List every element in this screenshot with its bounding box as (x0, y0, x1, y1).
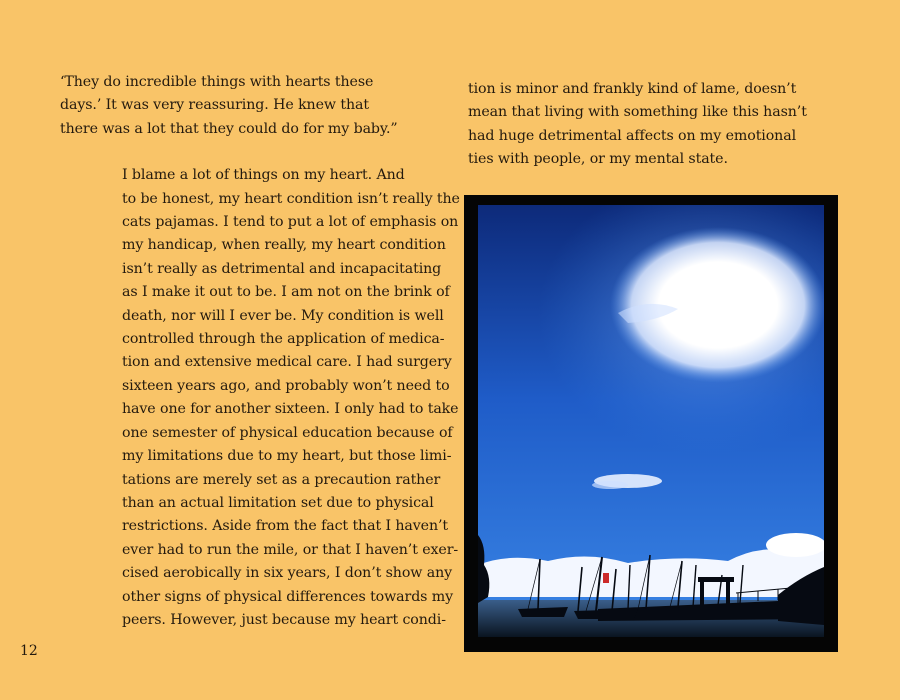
continued-paragraph (468, 78, 848, 172)
text-line: than an actual limitation set due to physical (122, 494, 434, 511)
text-line: there was a lot that they could do for my baby.” (60, 120, 398, 137)
text-line: I blame a lot of things on my heart. And (122, 167, 405, 184)
text-line: cats pajamas. I tend to put a lot of emphasis on (122, 214, 459, 231)
text-line: death, nor will I ever be. My condition is well (122, 307, 444, 324)
text-line: ‘They do incredible things with hearts these (60, 74, 374, 90)
text-line: days.’ It was very reassuring. He knew that (60, 97, 369, 114)
text-line: have one for another sixteen. I only had to take (122, 401, 459, 418)
text-line: ever had to run the mile, or that I haven’t exer- (122, 541, 459, 558)
text-line: sixteen years ago, and probably won’t need to (122, 377, 450, 394)
text-line: peers. However, just because my heart condi- (122, 611, 446, 628)
text-line: other signs of physical differences towards my (122, 588, 454, 605)
text-line: controlled through the application of medica- (122, 331, 445, 348)
text-line: had huge detrimental affects on my emotional (468, 127, 797, 144)
horizon-cloud (766, 533, 824, 557)
text-line: tations are merely set as a precaution rather (122, 471, 441, 488)
sky-photo (478, 205, 824, 637)
text-line: cised aerobically in six years, I don’t show any (122, 565, 453, 582)
text-line: to be honest, my heart condition isn’t really the (122, 190, 460, 207)
text-line: tion is minor and frankly kind of lame, doesn’t (468, 81, 797, 97)
small-cloud (592, 481, 628, 489)
text-line: restrictions. Aside from the fact that I haven’t (122, 518, 449, 535)
right-text-column (468, 78, 848, 172)
body-paragraph (60, 164, 460, 632)
quote-paragraph (60, 71, 422, 141)
text-line: isn’t really as detrimental and incapacitating (122, 260, 442, 277)
text-line: ties with people, or my mental state. (468, 151, 728, 168)
text-line: tion and extensive medical care. I had surgery (122, 354, 452, 371)
text-line: as I make it out to be. I am not on the brink of (122, 284, 450, 301)
text-line: my handicap, when really, my heart condition (122, 237, 446, 254)
left-text-column (60, 71, 460, 632)
text-line: one semester of physical education because of (122, 424, 453, 441)
photo-frame (464, 195, 838, 652)
text-line: my limitations due to my heart, but those limi- (122, 448, 452, 465)
text-line: mean that living with something like this hasn’t (468, 104, 807, 121)
page-number: 12 (20, 643, 38, 659)
